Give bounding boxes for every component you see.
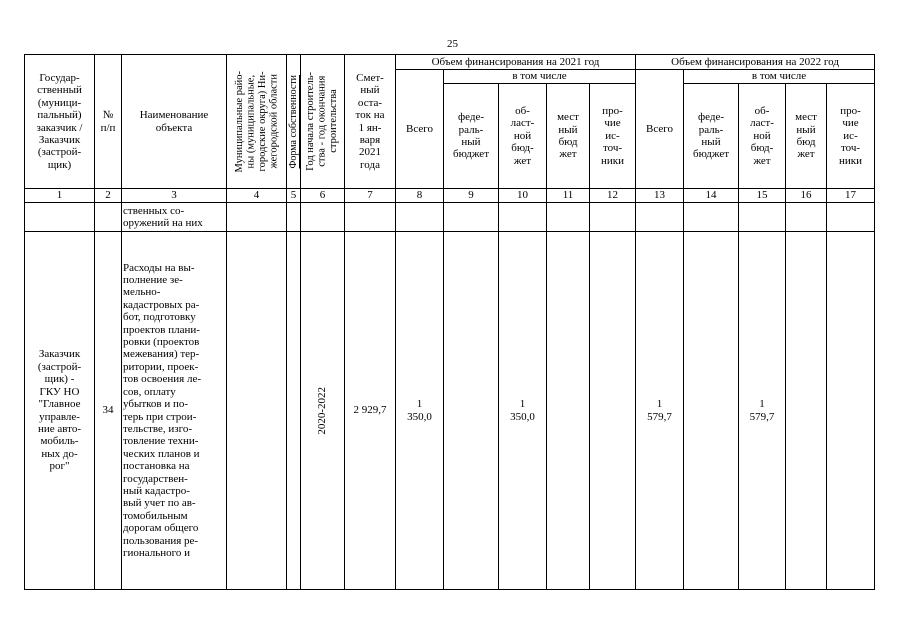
financing-table bbox=[24, 54, 875, 590]
column-number: 16 bbox=[786, 189, 827, 203]
column-number: 13 bbox=[636, 189, 684, 203]
column-number: 11 bbox=[547, 189, 590, 203]
federal-2022-cell bbox=[684, 203, 739, 232]
total-2021-cell: 1 350,0 bbox=[396, 232, 444, 590]
regional-2022-cell bbox=[739, 203, 786, 232]
number-cell bbox=[95, 203, 122, 232]
column-number: 6 bbox=[301, 189, 345, 203]
local-2022-cell bbox=[786, 232, 827, 590]
header-incl-2022: в том числе bbox=[684, 70, 875, 84]
total-2022-cell bbox=[636, 203, 684, 232]
local-2021-cell bbox=[547, 203, 590, 232]
header-number: № п/п bbox=[95, 55, 122, 189]
column-number: 3 bbox=[122, 189, 227, 203]
header-ownership-text: Форма собственности bbox=[287, 74, 299, 169]
years-cell bbox=[301, 232, 345, 590]
years-value: 2020-2022 bbox=[316, 386, 329, 435]
column-number: 17 bbox=[827, 189, 875, 203]
header-fin-2022: Объем финансирования на 2022 год bbox=[636, 55, 875, 70]
header-other-2021: про- чие ис- точ- ники bbox=[590, 84, 636, 189]
object-name-cell: Расходы на вы- полнение зе- мельно- кадастровых ра- бот, подготовку проектов плани- ровки (проектов межевания) тер- ритории, проек- тов освоения ле- сов, оплату убытков и по- терь при строи- тельстве, изго- товление техни- ческих планов и постановка на государствен- ный кадастро- вый учет по ав- томобильным дорогам общего пользования ре- гионального и bbox=[122, 232, 227, 590]
number-cell: 34 bbox=[95, 232, 122, 590]
header-districts bbox=[227, 55, 287, 189]
table-row bbox=[25, 203, 875, 232]
local-2022-cell bbox=[786, 203, 827, 232]
column-number: 5 bbox=[287, 189, 301, 203]
header-ownership bbox=[287, 55, 301, 189]
header-other-2022: про- чие ис- точ- ники bbox=[827, 84, 875, 189]
district-cell bbox=[227, 203, 287, 232]
header-incl-2021: в том числе bbox=[444, 70, 636, 84]
header-regional-2022: об- ласт- ной бюд- жет bbox=[739, 84, 786, 189]
header-total-2022: Всего bbox=[636, 70, 684, 189]
column-number: 7 bbox=[345, 189, 396, 203]
other-2022-cell bbox=[827, 232, 875, 590]
header-local-2022: мест ный бюд жет bbox=[786, 84, 827, 189]
other-2021-cell bbox=[590, 232, 636, 590]
column-number: 2 bbox=[95, 189, 122, 203]
column-number: 14 bbox=[684, 189, 739, 203]
column-number: 8 bbox=[396, 189, 444, 203]
remainder-cell bbox=[345, 203, 396, 232]
column-number: 4 bbox=[227, 189, 287, 203]
header-total-2021: Всего bbox=[396, 70, 444, 189]
column-number: 12 bbox=[590, 189, 636, 203]
page-number: 25 bbox=[447, 38, 458, 50]
header-federal-2021: феде- раль- ный бюджет bbox=[444, 84, 499, 189]
header-object-name: Наименование объекта bbox=[122, 55, 227, 189]
regional-2022-cell: 1 579,7 bbox=[739, 232, 786, 590]
column-numbers-row bbox=[25, 189, 875, 203]
regional-2021-cell: 1 350,0 bbox=[499, 232, 547, 590]
column-number: 1 bbox=[25, 189, 95, 203]
header-regional-2021: об- ласт- ной бюд- жет bbox=[499, 84, 547, 189]
years-cell bbox=[301, 203, 345, 232]
column-number: 15 bbox=[739, 189, 786, 203]
total-2021-cell bbox=[396, 203, 444, 232]
regional-2021-cell bbox=[499, 203, 547, 232]
header-fin-2021: Объем финансирования на 2021 год bbox=[396, 55, 636, 70]
other-2022-cell bbox=[827, 203, 875, 232]
column-number: 10 bbox=[499, 189, 547, 203]
header-remainder: Смет- ный оста- ток на 1 ян- варя 2021 года bbox=[345, 55, 396, 189]
header-years-text: Год начала строитель- ства - год окончания строительства bbox=[305, 72, 340, 171]
header-districts-text: Муниципальные райо- ны (муниципальные, городские округа) Ни- жегородской области bbox=[233, 70, 279, 173]
ownership-cell bbox=[287, 203, 301, 232]
total-2022-cell: 1 579,7 bbox=[636, 232, 684, 590]
table-row bbox=[25, 232, 875, 590]
header-federal-2022: феде- раль- ный бюджет bbox=[684, 84, 739, 189]
ownership-cell bbox=[287, 232, 301, 590]
customer-cell bbox=[25, 203, 95, 232]
header-years bbox=[301, 55, 345, 189]
federal-2021-cell bbox=[444, 203, 499, 232]
header-customer: Государ- ственный (муници- пальный) заказчик / Заказчик (застрой- щик) bbox=[25, 55, 95, 189]
other-2021-cell bbox=[590, 203, 636, 232]
federal-2021-cell bbox=[444, 232, 499, 590]
customer-cell: Заказчик (застрой- щик) - ГКУ НО "Главное управле- ние авто- мобиль- ных до- рог" bbox=[25, 232, 95, 590]
local-2021-cell bbox=[547, 232, 590, 590]
header-local-2021: мест ный бюд жет bbox=[547, 84, 590, 189]
column-number: 9 bbox=[444, 189, 499, 203]
remainder-cell: 2 929,7 bbox=[345, 232, 396, 590]
object-name-cell: ственных со- оружений на них bbox=[122, 203, 227, 232]
federal-2022-cell bbox=[684, 232, 739, 590]
district-cell bbox=[227, 232, 287, 590]
